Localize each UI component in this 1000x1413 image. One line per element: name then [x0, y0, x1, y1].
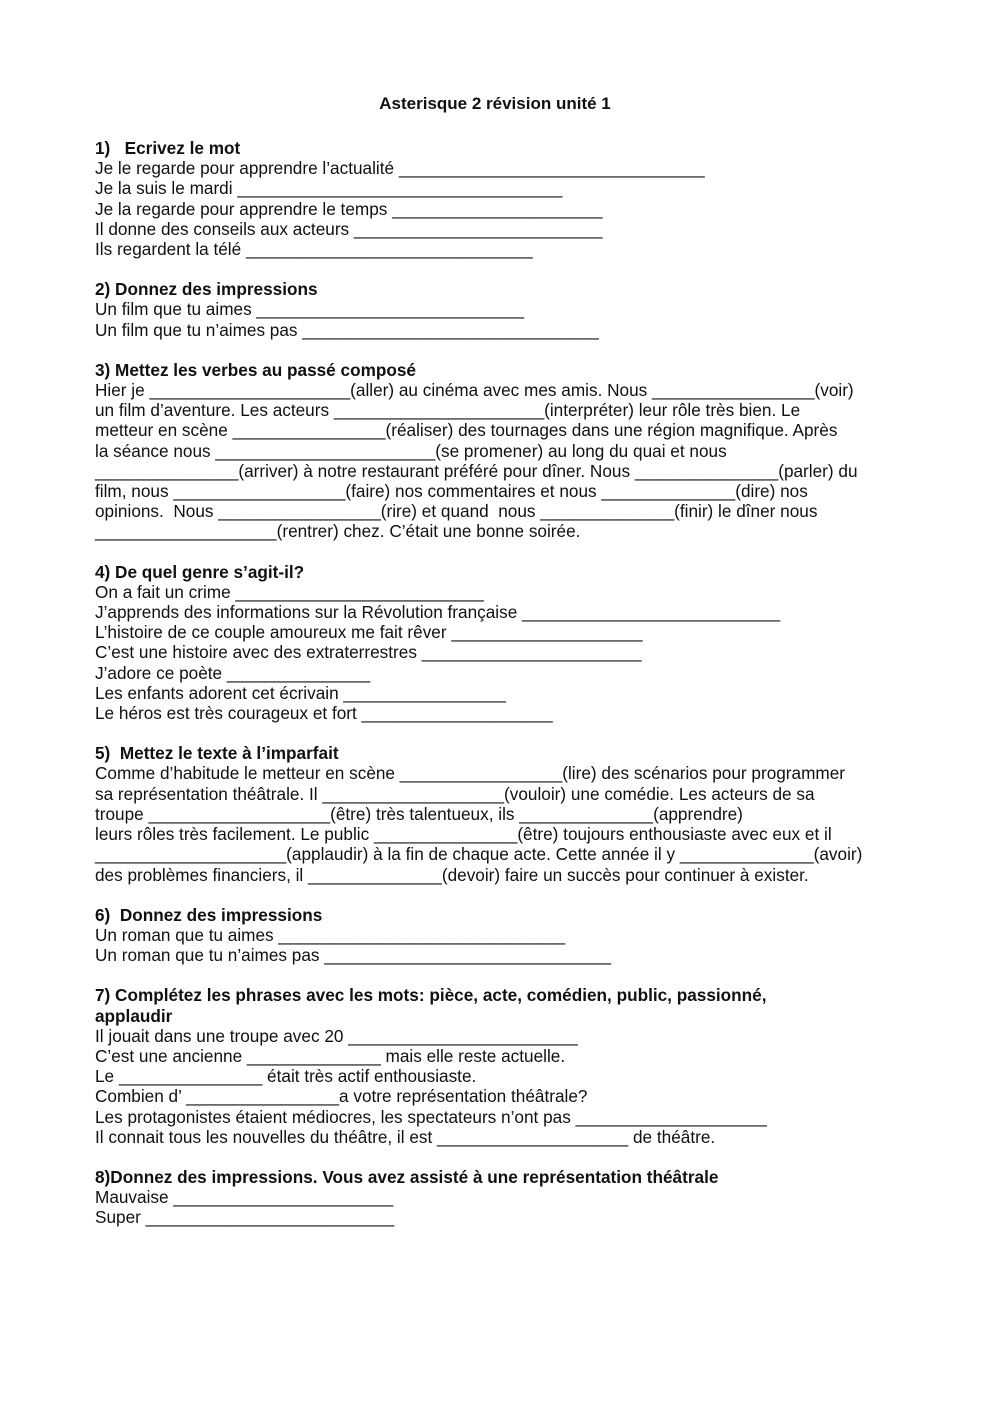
paragraph-line[interactable]: des problèmes financiers, il ______________(devoir) faire un succès pour continuer à exister.	[95, 864, 809, 885]
paragraph-line[interactable]: troupe ___________________(être) très talentueux, ils ______________(apprendre)	[95, 803, 743, 824]
exercise-line[interactable]: J’adore ce poète _______________	[95, 662, 371, 683]
section-4-genre	[95, 562, 905, 724]
exercise-line[interactable]: Ils regardent la télé ______________________________	[95, 239, 533, 260]
exercise-line[interactable]: Il connait tous les nouvelles du théâtre, il est ____________________ de théâtre.	[95, 1126, 716, 1147]
section-1-ecrivez-le-mot	[95, 138, 905, 259]
exercise-line[interactable]: Le héros est très courageux et fort ____________________	[95, 703, 553, 724]
exercise-line[interactable]: L’histoire de ce couple amoureux me fait rêver ____________________	[95, 622, 643, 643]
paragraph-line[interactable]: ____________________(applaudir) à la fin de chaque acte. Cette année il y ______________(avoir)	[95, 844, 863, 865]
paragraph-line[interactable]: sa représentation théâtrale. Il ___________________(vouloir) une comédie. Les acteurs de sa	[95, 783, 815, 804]
exercise-line[interactable]: Il donne des conseils aux acteurs __________________________	[95, 218, 603, 239]
exercise-line[interactable]: Il jouait dans une troupe avec 20 ________________________	[95, 1025, 578, 1046]
exercise-line[interactable]: Combien d’ ________________a votre représentation théâtrale?	[95, 1086, 588, 1107]
page-title: Asterisque 2 révision unité 1	[379, 94, 611, 113]
section-3-passe-compose	[95, 360, 905, 542]
exercise-line[interactable]: Les enfants adorent cet écrivain _________________	[95, 682, 506, 703]
section-heading: 3) Mettez les verbes au passé composé	[95, 359, 416, 380]
section-8-impressions-theatre	[95, 1167, 905, 1228]
section-heading: 6) Donnez des impressions	[95, 904, 323, 925]
exercise-line[interactable]: Un roman que tu aimes ______________________________	[95, 924, 566, 945]
section-5-imparfait	[95, 743, 905, 884]
paragraph-line[interactable]: ___________________(rentrer) chez. C’était une bonne soirée.	[95, 521, 581, 542]
section-7-completez	[95, 985, 905, 1147]
section-heading: 8)Donnez des impressions. Vous avez assisté à une représentation théâtrale	[95, 1166, 719, 1187]
exercise-line[interactable]: Un film que tu aimes ____________________________	[95, 299, 525, 320]
section-heading: 1) Ecrivez le mot	[95, 138, 241, 158]
exercise-line[interactable]: Je le regarde pour apprendre l’actualité ________________________________	[95, 158, 705, 179]
section-heading: 4) De quel genre s’agit-il?	[95, 561, 305, 582]
exercise-line[interactable]: Je la regarde pour apprendre le temps ______________________	[95, 198, 603, 219]
paragraph-line[interactable]: un film d’aventure. Les acteurs ______________________(interpréter) leur rôle très bien. Le	[95, 400, 801, 421]
paragraph-line[interactable]: Comme d’habitude le metteur en scène _________________(lire) des scénarios pour programmer	[95, 763, 846, 784]
section-heading: 5) Mettez le texte à l’imparfait	[95, 743, 339, 764]
paragraph-line[interactable]: metteur en scène ________________(réaliser) des tournages dans une région magnifique. Après	[95, 420, 838, 441]
paragraph-line[interactable]: Hier je _____________________(aller) au cinéma avec mes amis. Nous _________________(voir)	[95, 380, 854, 401]
exercise-line[interactable]: Les protagonistes étaient médiocres, les spectateurs n’ont pas ____________________	[95, 1106, 767, 1127]
paragraph-line[interactable]: leurs rôles très facilement. Le public _______________(être) toujours enthousiaste avec eux et il	[95, 824, 832, 845]
exercise-line[interactable]: Un roman que tu n’aimes pas ______________________________	[95, 945, 612, 966]
paragraph-line[interactable]: la séance nous _______________________(se promener) au long du quai et nous	[95, 440, 727, 461]
exercise-line[interactable]: Le _______________ était très actif enthousiaste.	[95, 1066, 477, 1087]
exercise-line[interactable]: C’est une histoire avec des extraterrestres _______________________	[95, 642, 642, 663]
section-heading: 7) Complétez les phrases avec les mots: pièce, acte, comédien, public, passionné, applaudir	[95, 985, 767, 1026]
section-2-impressions-film	[95, 279, 905, 340]
section-heading: 2) Donnez des impressions	[95, 279, 318, 300]
exercise-line[interactable]: Un film que tu n’aimes pas _______________________________	[95, 319, 599, 340]
exercise-line[interactable]: Super __________________________	[95, 1207, 395, 1228]
exercise-line[interactable]: J’apprends des informations sur la Révolution française ___________________________	[95, 602, 781, 623]
paragraph-line[interactable]: opinions. Nous _________________(rire) et quand nous ______________(finir) le dîner nous	[95, 501, 818, 522]
paragraph-line[interactable]: film, nous __________________(faire) nos commentaires et nous ______________(dire) nos	[95, 481, 808, 502]
exercise-line[interactable]: Mauvaise _______________________	[95, 1187, 394, 1208]
exercise-line[interactable]: On a fait un crime __________________________	[95, 581, 484, 602]
exercise-line[interactable]: Je la suis le mardi __________________________________	[95, 178, 563, 199]
section-6-impressions-roman	[95, 905, 905, 966]
paragraph-line[interactable]: _______________(arriver) à notre restaurant préféré pour dîner. Nous _______________(parler) du	[95, 460, 858, 481]
exercise-line[interactable]: C’est une ancienne ______________ mais elle reste actuelle.	[95, 1045, 566, 1066]
worksheet-page	[95, 94, 905, 1228]
